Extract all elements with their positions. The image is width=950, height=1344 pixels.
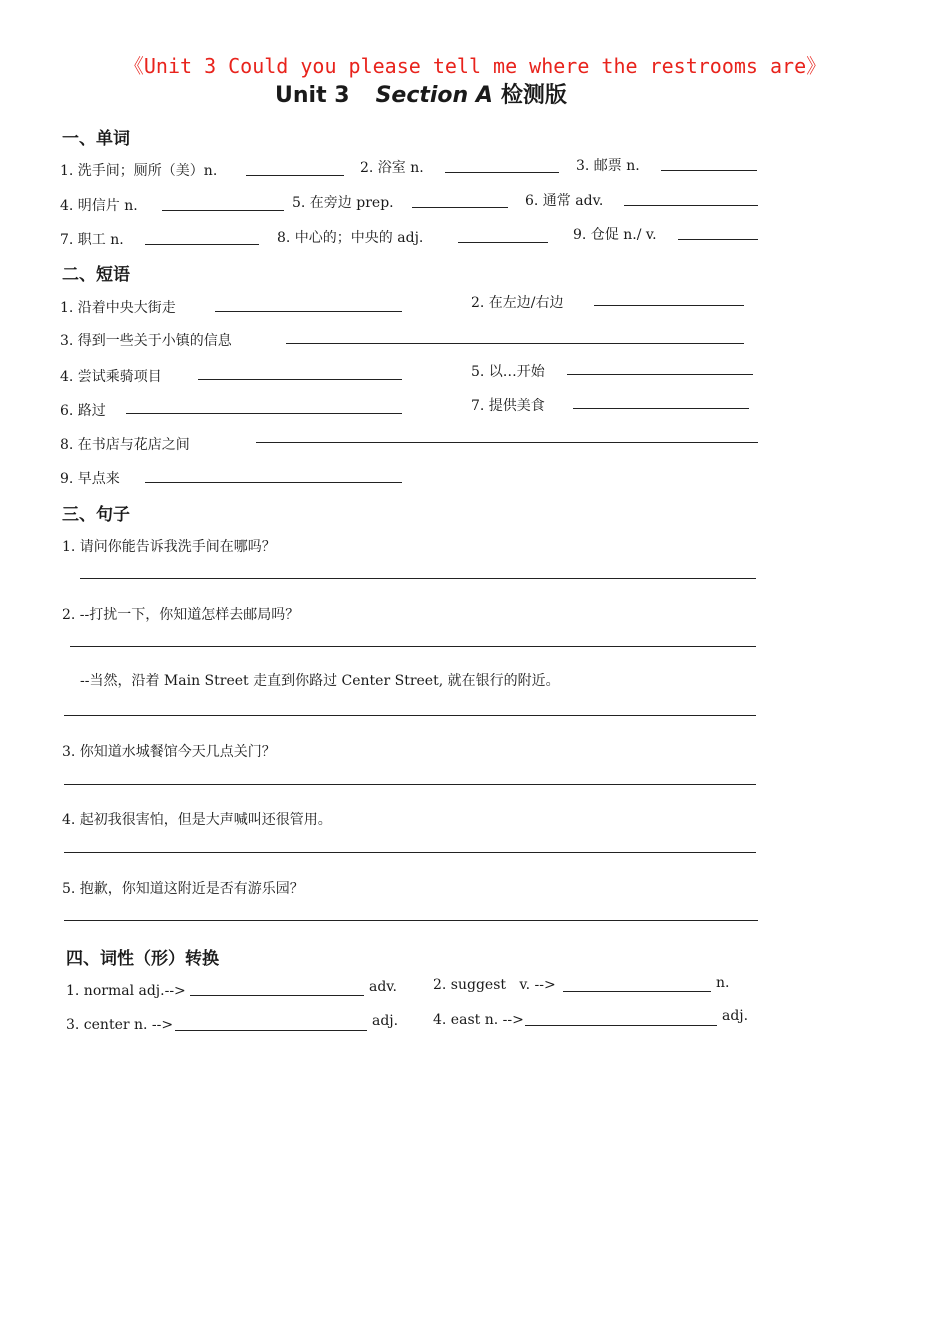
phrase-item-7: 7. 提供美食 bbox=[471, 398, 545, 414]
conversion-blank-4[interactable] bbox=[525, 1025, 717, 1026]
phrase-blank-4[interactable] bbox=[198, 379, 402, 380]
document-title: 《Unit 3 Could you please tell me where the restrooms are》 bbox=[123, 54, 827, 78]
phrase-item-5: 5. 以…开始 bbox=[471, 364, 545, 380]
section-heading-sentences: 三、句子 bbox=[62, 505, 130, 525]
word-item-3: 3. 邮票 n. bbox=[576, 158, 640, 174]
version-label: 检测版 bbox=[500, 83, 567, 108]
sentence-item-1: 1. 请问你能告诉我洗手间在哪吗？ bbox=[62, 539, 276, 555]
sentence-answer-line-2[interactable] bbox=[70, 646, 756, 647]
word-item-8: 8. 中心的；中央的 adj. bbox=[277, 230, 424, 246]
phrase-blank-2[interactable] bbox=[594, 305, 744, 306]
section-subtitle bbox=[275, 78, 567, 109]
phrase-blank-6[interactable] bbox=[126, 413, 402, 414]
sentence-answer-line-3[interactable] bbox=[64, 784, 756, 785]
sentence-item-4: 4. 起初我很害怕，但是大声喊叫还很管用。 bbox=[62, 812, 332, 828]
phrase-blank-9[interactable] bbox=[145, 482, 402, 483]
section-heading-words: 一、单词 bbox=[62, 129, 130, 149]
sentence-item-2-reply: --当然，沿着 Main Street 走直到你路过 Center Street, 就在银行的附近。 bbox=[80, 673, 560, 689]
conversion-item-3: 3. center n. --> bbox=[66, 1017, 174, 1033]
phrase-blank-8[interactable] bbox=[256, 442, 758, 443]
phrase-blank-5[interactable] bbox=[567, 374, 753, 375]
phrase-item-9: 9. 早点来 bbox=[60, 471, 120, 487]
word-blank-2[interactable] bbox=[445, 172, 559, 173]
section-heading-conversion: 四、词性（形）转换 bbox=[66, 949, 219, 969]
sentence-answer-line-2-reply[interactable] bbox=[64, 715, 756, 716]
phrase-blank-3[interactable] bbox=[286, 343, 744, 344]
sentence-item-5: 5. 抱歉，你知道这附近是否有游乐园？ bbox=[62, 881, 304, 897]
conversion-item-4: 4. east n. --> bbox=[433, 1012, 524, 1028]
phrase-blank-7[interactable] bbox=[573, 408, 749, 409]
word-blank-7[interactable] bbox=[145, 244, 259, 245]
word-item-9: 9. 仓促 n./ v. bbox=[573, 227, 657, 243]
word-blank-1[interactable] bbox=[246, 175, 344, 176]
conversion-blank-3[interactable] bbox=[175, 1030, 367, 1031]
conversion-suffix-2: n. bbox=[716, 975, 730, 991]
phrase-item-3: 3. 得到一些关于小镇的信息 bbox=[60, 333, 232, 349]
word-blank-6[interactable] bbox=[624, 205, 758, 206]
phrase-item-1: 1. 沿着中央大街走 bbox=[60, 300, 176, 316]
conversion-blank-1[interactable] bbox=[190, 995, 364, 996]
sentence-item-2: 2. --打扰一下，你知道怎样去邮局吗？ bbox=[62, 607, 300, 623]
unit-label: Unit 3 bbox=[275, 83, 350, 108]
conversion-suffix-3: adj. bbox=[372, 1013, 399, 1029]
word-blank-4[interactable] bbox=[162, 210, 284, 211]
word-blank-8[interactable] bbox=[458, 242, 548, 243]
conversion-blank-2[interactable] bbox=[563, 991, 711, 992]
word-item-7: 7. 职工 n. bbox=[60, 232, 124, 248]
word-item-1: 1. 洗手间；厕所（美）n. bbox=[60, 163, 218, 179]
word-item-6: 6. 通常 adv. bbox=[525, 193, 604, 209]
phrase-item-6: 6. 路过 bbox=[60, 403, 106, 419]
conversion-suffix-4: adj. bbox=[722, 1008, 749, 1024]
word-item-2: 2. 浴室 n. bbox=[360, 160, 424, 176]
section-heading-phrases: 二、短语 bbox=[62, 265, 130, 285]
phrase-item-2: 2. 在左边/右边 bbox=[471, 295, 564, 311]
conversion-suffix-1: adv. bbox=[369, 979, 398, 995]
phrase-item-8: 8. 在书店与花店之间 bbox=[60, 437, 190, 453]
word-blank-5[interactable] bbox=[412, 207, 508, 208]
word-item-5: 5. 在旁边 prep. bbox=[292, 195, 394, 211]
sentence-item-3: 3. 你知道水城餐馆今天几点关门？ bbox=[62, 744, 276, 760]
section-label: Section A bbox=[375, 83, 493, 108]
word-blank-3[interactable] bbox=[661, 170, 757, 171]
word-blank-9[interactable] bbox=[678, 239, 758, 240]
sentence-answer-line-5[interactable] bbox=[64, 920, 758, 921]
word-item-4: 4. 明信片 n. bbox=[60, 198, 138, 214]
phrase-item-4: 4. 尝试乘骑项目 bbox=[60, 369, 162, 385]
phrase-blank-1[interactable] bbox=[215, 311, 402, 312]
sentence-answer-line-4[interactable] bbox=[64, 852, 756, 853]
conversion-item-2: 2. suggest v. --> bbox=[433, 977, 556, 993]
conversion-item-1: 1. normal adj.--> bbox=[66, 983, 186, 999]
sentence-answer-line-1[interactable] bbox=[80, 578, 756, 579]
